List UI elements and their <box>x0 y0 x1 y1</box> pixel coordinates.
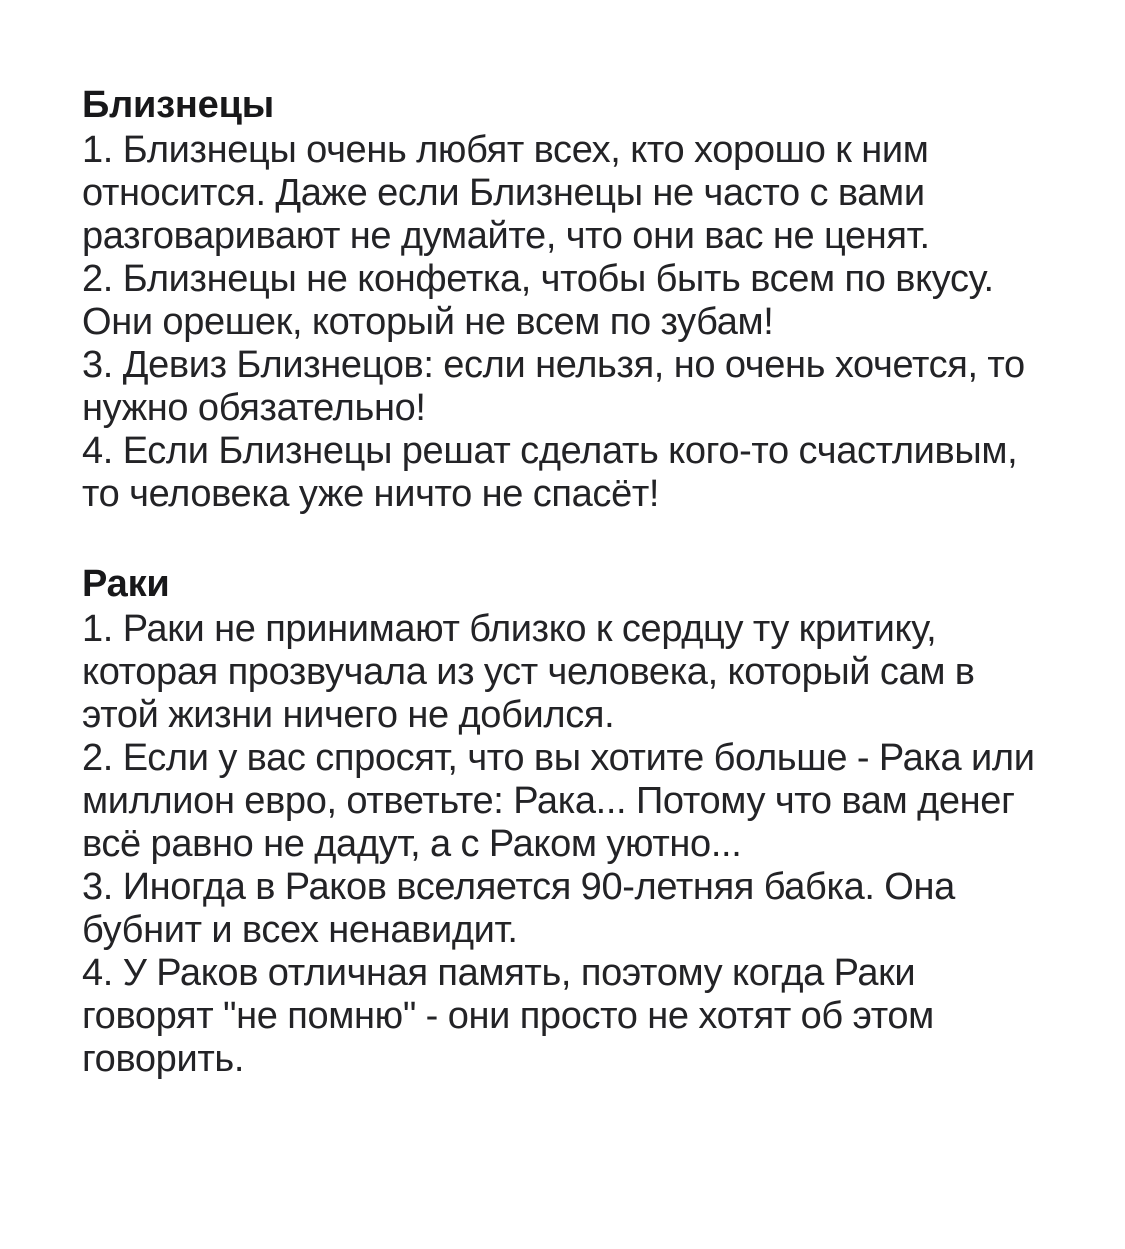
section-body <box>82 608 1035 1081</box>
section-body <box>82 129 1035 516</box>
horoscope-entry: 3. Иногда в Раков вселяется 90-летняя бабка. Она бубнит и всех ненавидит. <box>82 866 955 951</box>
horoscope-entry: 4. У Раков отличная память, поэтому когда Раки говорят "не помню" - они просто не хотят об этом говорить. <box>82 952 934 1080</box>
section-title: Раки <box>82 563 170 605</box>
horoscope-entry: 2. Близнецы не конфетка, чтобы быть всем по вкусу. Они орешек, который не всем по зубам! <box>82 258 994 343</box>
horoscope-section-cancer <box>82 563 1035 1081</box>
horoscope-section-gemini <box>82 84 1035 516</box>
horoscope-entry: 4. Если Близнецы решат сделать кого-то счастливым, то человека уже ничто не спасёт! <box>82 430 1018 515</box>
horoscope-entry: 2. Если у вас спросят, что вы хотите больше - Рака или миллион евро, ответьте: Рака... Потому что вам денег всё равно не дадут, а с Раком уютно... <box>82 737 1035 865</box>
horoscope-entry: 1. Близнецы очень любят всех, кто хорошо к ним относится. Даже если Близнецы не часто с вами разговаривают не думайте, что они вас не ценят. <box>82 129 930 257</box>
section-title: Близнецы <box>82 84 274 126</box>
horoscope-entry: 3. Девиз Близнецов: если нельзя, но очень хочется, то нужно обязательно! <box>82 344 1025 429</box>
horoscope-entry: 1. Раки не принимают близко к сердцу ту критику, которая прозвучала из уст человека, который сам в этой жизни ничего не добился. <box>82 608 975 736</box>
